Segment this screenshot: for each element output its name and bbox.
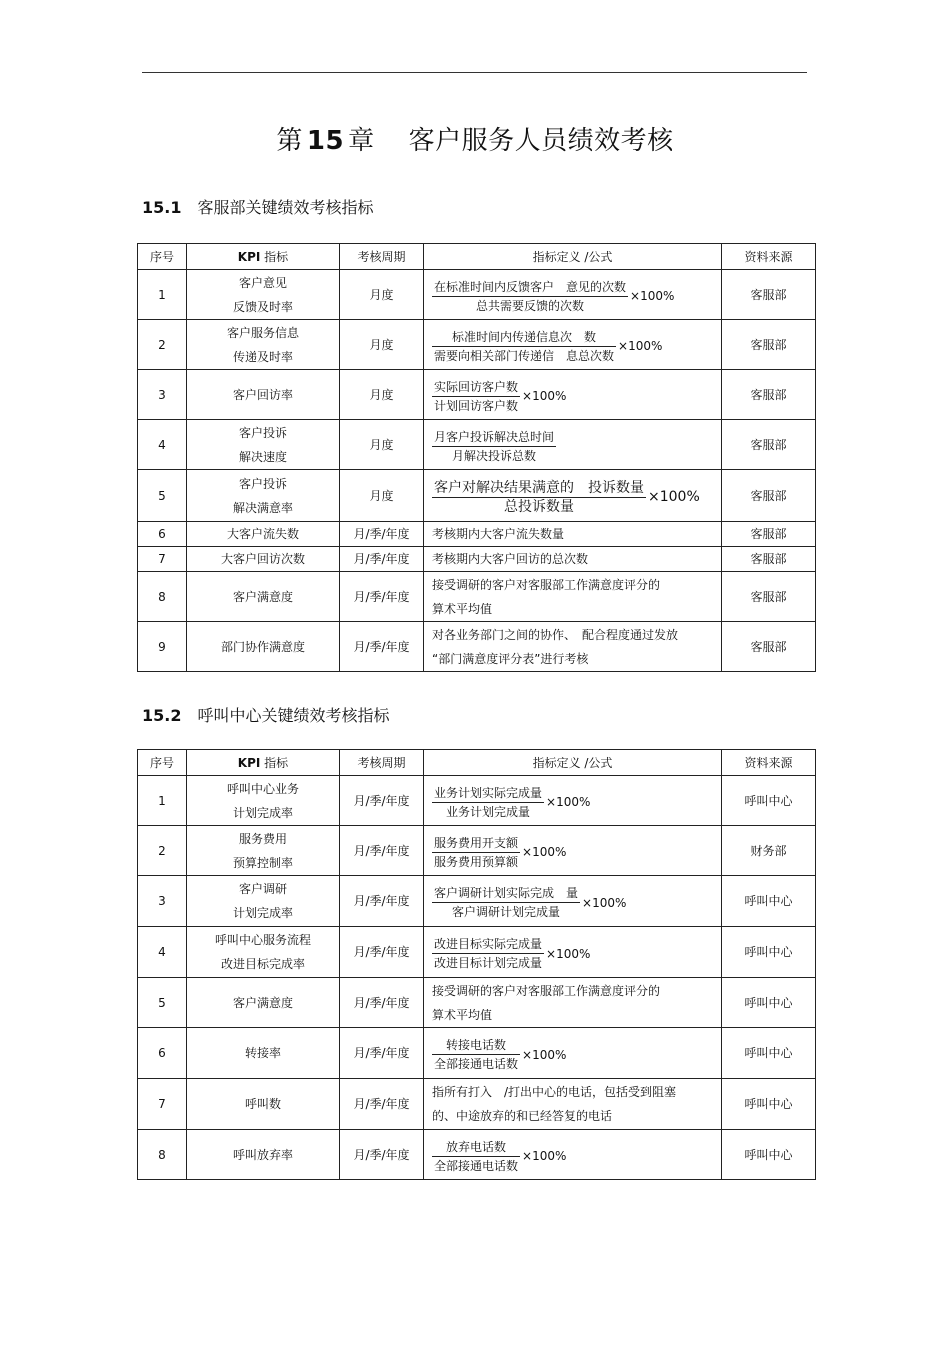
table-row xyxy=(138,776,816,826)
table-row xyxy=(138,978,816,1028)
data-source: 呼叫中心 xyxy=(722,978,816,1028)
formula-numerator: 实际回访客户数 xyxy=(434,379,519,394)
section-number: 15.2 xyxy=(142,706,182,725)
data-source: 客服部 xyxy=(722,572,816,622)
header-period: 考核周期 xyxy=(340,750,424,776)
row-index: 1 xyxy=(138,776,187,826)
kpi-name-line: 反馈及时率 xyxy=(232,299,293,314)
assessment-period: 月度 xyxy=(340,270,424,320)
assessment-period: 月/季/年度 xyxy=(340,1028,424,1079)
table-row xyxy=(138,1079,816,1130)
assessment-period: 月度 xyxy=(340,470,424,522)
row-index: 3 xyxy=(138,876,187,927)
data-source: 客服部 xyxy=(722,522,816,547)
row-index: 3 xyxy=(138,370,187,420)
table-row xyxy=(138,927,816,978)
formula xyxy=(432,278,674,315)
formula-numerator: 服务费用开支额 xyxy=(434,835,519,850)
kpi-name xyxy=(187,270,340,320)
kpi-name-line: 客户回访率 xyxy=(232,387,293,402)
kpi-definition: 考核期内大客户回访的总次数 xyxy=(424,547,722,572)
header-rule xyxy=(142,72,807,73)
section-1-title xyxy=(142,195,374,218)
table-row xyxy=(138,547,816,572)
definition-line: 接受调研的客户对客服部工作满意度评分的 xyxy=(432,577,661,592)
assessment-period: 月/季/年度 xyxy=(340,572,424,622)
formula xyxy=(432,1138,566,1175)
formula-multiplier: ×100% xyxy=(648,489,700,505)
table-header-row xyxy=(138,750,816,776)
definition-line: 算术平均值 xyxy=(432,1007,493,1022)
kpi-definition xyxy=(424,1028,722,1079)
kpi-name-line: 改进目标完成率 xyxy=(220,957,305,971)
kpi-name xyxy=(187,776,340,826)
table-row xyxy=(138,270,816,320)
section-2-title xyxy=(142,703,390,726)
definition-line: 的、中途放弃的和已经答复的电话 xyxy=(432,1109,613,1123)
row-index: 6 xyxy=(138,522,187,547)
formula-multiplier: ×100% xyxy=(582,895,627,910)
formula-numerator: 业务计划实际完成量 xyxy=(434,785,543,800)
formula-multiplier: ×100% xyxy=(522,845,567,859)
header-definition: 指标定义 /公式 xyxy=(424,244,722,270)
formula xyxy=(432,479,700,516)
data-source: 客服部 xyxy=(722,470,816,522)
kpi-definition xyxy=(424,622,722,672)
row-index: 2 xyxy=(138,826,187,876)
kpi-name xyxy=(187,470,340,522)
table-row xyxy=(138,572,816,622)
table-row xyxy=(138,420,816,470)
kpi-definition xyxy=(424,876,722,927)
definition-line: 指所有打入 /打出中心的电话，包括受到阻塞 xyxy=(432,1085,677,1099)
formula-numerator: 客户调研计划实际完成 量 xyxy=(434,886,579,900)
kpi-name-line: 解决满意率 xyxy=(232,500,293,515)
kpi-name-line: 服务费用 xyxy=(238,831,287,846)
table-row xyxy=(138,876,816,927)
assessment-period: 月度 xyxy=(340,370,424,420)
formula-multiplier: ×100% xyxy=(618,339,663,353)
formula-numerator: 改进目标实际完成量 xyxy=(434,937,543,951)
kpi-name: 转接率 xyxy=(187,1028,340,1079)
header-period: 考核周期 xyxy=(340,244,424,270)
row-index: 8 xyxy=(138,1130,187,1180)
formula-multiplier: ×100% xyxy=(546,946,591,961)
kpi-name xyxy=(187,320,340,370)
formula-numerator: 在标准时间内反馈客户 意见的次数 xyxy=(434,279,627,294)
formula-denominator: 总投诉数量 xyxy=(504,498,574,515)
kpi-name-line: 解决速度 xyxy=(238,449,287,464)
definition-line: 接受调研的客户对客服部工作满意度评分的 xyxy=(432,983,661,998)
data-source: 呼叫中心 xyxy=(722,1028,816,1079)
formula xyxy=(432,428,556,465)
header-kpi: KPI 指标 xyxy=(187,244,340,270)
data-source: 呼叫中心 xyxy=(722,927,816,978)
data-source: 呼叫中心 xyxy=(722,1130,816,1180)
kpi-name: 呼叫数 xyxy=(187,1079,340,1130)
kpi-name-line: 预算控制率 xyxy=(232,855,293,870)
kpi-definition xyxy=(424,370,722,420)
formula-denominator: 业务计划完成量 xyxy=(446,804,531,819)
formula xyxy=(432,1036,566,1073)
row-index: 4 xyxy=(138,420,187,470)
kpi-name xyxy=(187,420,340,470)
kpi-name xyxy=(187,876,340,927)
formula-multiplier: ×100% xyxy=(522,1149,567,1163)
formula xyxy=(432,884,626,921)
table-row xyxy=(138,1130,816,1180)
kpi-name-line: 传递及时率 xyxy=(232,349,293,364)
chapter-prefix: 第 xyxy=(276,126,303,156)
kpi-name-line: 客户意见 xyxy=(238,275,287,290)
assessment-period: 月/季/年度 xyxy=(340,876,424,927)
table-row xyxy=(138,320,816,370)
formula xyxy=(432,935,590,972)
formula xyxy=(432,784,590,821)
row-index: 8 xyxy=(138,572,187,622)
data-source: 客服部 xyxy=(722,622,816,672)
chapter-number: 15 xyxy=(306,126,345,156)
assessment-period: 月/季/年度 xyxy=(340,826,424,876)
header-index: 序号 xyxy=(138,244,187,270)
header-source: 资料来源 xyxy=(722,244,816,270)
formula-numerator: 月客户投诉解决总时间 xyxy=(434,429,555,444)
kpi-name: 大客户回访次数 xyxy=(187,547,340,572)
chapter-title xyxy=(0,120,950,157)
data-source: 客服部 xyxy=(722,547,816,572)
kpi-definition xyxy=(424,320,722,370)
row-index: 7 xyxy=(138,1079,187,1130)
data-source: 客服部 xyxy=(722,320,816,370)
formula-multiplier: ×100% xyxy=(522,389,567,403)
kpi-table-call-center xyxy=(137,749,816,1180)
kpi-name: 客户满意度 xyxy=(187,572,340,622)
assessment-period: 月/季/年度 xyxy=(340,978,424,1028)
kpi-name: 部门协作满意度 xyxy=(187,622,340,672)
formula-denominator: 需要向相关部门传递信 息总次数 xyxy=(434,348,615,363)
table-row xyxy=(138,826,816,876)
formula-numerator: 标准时间内传递信息次 数 xyxy=(452,329,597,344)
kpi-name-line: 客户投诉 xyxy=(238,476,287,491)
formula-denominator: 总共需要反馈的次数 xyxy=(476,298,585,313)
kpi-name-line: 计划完成率 xyxy=(232,805,293,820)
table-row xyxy=(138,1028,816,1079)
section-name: 客服部关键绩效考核指标 xyxy=(197,198,374,217)
formula-denominator: 服务费用预算额 xyxy=(434,854,519,869)
row-index: 9 xyxy=(138,622,187,672)
row-index: 4 xyxy=(138,927,187,978)
formula-numerator: 转接电话数 xyxy=(446,1038,507,1052)
assessment-period: 月/季/年度 xyxy=(340,927,424,978)
definition-line: 算术平均值 xyxy=(432,601,493,616)
formula-denominator: 改进目标计划完成量 xyxy=(434,956,543,970)
assessment-period: 月/季/年度 xyxy=(340,547,424,572)
formula-denominator: 客户调研计划完成量 xyxy=(452,905,561,919)
kpi-definition xyxy=(424,776,722,826)
formula-denominator: 月解决投诉总数 xyxy=(452,448,537,463)
header-kpi: KPI 指标 xyxy=(187,750,340,776)
header-definition: 指标定义 /公式 xyxy=(424,750,722,776)
definition-line: 对各业务部门之间的协作、 配合程度通过发放 xyxy=(432,627,679,642)
header-source: 资料来源 xyxy=(722,750,816,776)
kpi-name: 大客户流失数 xyxy=(187,522,340,547)
kpi-definition xyxy=(424,270,722,320)
kpi-definition xyxy=(424,470,722,522)
table-header-row xyxy=(138,244,816,270)
kpi-definition xyxy=(424,572,722,622)
kpi-name-line: 呼叫中心业务 xyxy=(226,781,299,796)
kpi-table-customer-service xyxy=(137,243,816,672)
kpi-name: 客户满意度 xyxy=(187,978,340,1028)
table-row xyxy=(138,622,816,672)
assessment-period: 月/季/年度 xyxy=(340,1130,424,1180)
section-name: 呼叫中心关键绩效考核指标 xyxy=(197,706,390,725)
data-source: 呼叫中心 xyxy=(722,1079,816,1130)
chapter-suffix: 章 xyxy=(348,126,375,156)
formula-multiplier: ×100% xyxy=(630,289,675,303)
kpi-definition xyxy=(424,927,722,978)
kpi-name-line: 客户调研 xyxy=(238,882,287,896)
kpi-definition xyxy=(424,1079,722,1130)
kpi-name: 呼叫放弃率 xyxy=(187,1130,340,1180)
formula-numerator: 放弃电话数 xyxy=(446,1139,507,1154)
kpi-definition xyxy=(424,826,722,876)
table-row xyxy=(138,370,816,420)
kpi-name-line: 呼叫中心服务流程 xyxy=(214,933,311,947)
formula-denominator: 计划回访客户数 xyxy=(434,398,519,413)
formula-denominator: 全部接通电话数 xyxy=(434,1158,519,1173)
kpi-name-line: 客户服务信息 xyxy=(226,325,299,340)
assessment-period: 月/季/年度 xyxy=(340,1079,424,1130)
data-source: 呼叫中心 xyxy=(722,776,816,826)
assessment-period: 月/季/年度 xyxy=(340,622,424,672)
formula-numerator: 客户对解决结果满意的 投诉数量 xyxy=(434,479,644,496)
data-source: 财务部 xyxy=(722,826,816,876)
row-index: 2 xyxy=(138,320,187,370)
kpi-definition xyxy=(424,1130,722,1180)
kpi-definition xyxy=(424,978,722,1028)
row-index: 5 xyxy=(138,470,187,522)
formula-multiplier: ×100% xyxy=(546,795,591,809)
table-row xyxy=(138,470,816,522)
kpi-name-line: 客户投诉 xyxy=(238,425,287,440)
row-index: 5 xyxy=(138,978,187,1028)
assessment-period: 月/季/年度 xyxy=(340,776,424,826)
formula-denominator: 全部接通电话数 xyxy=(434,1057,519,1071)
kpi-name xyxy=(187,370,340,420)
row-index: 6 xyxy=(138,1028,187,1079)
row-index: 7 xyxy=(138,547,187,572)
table-row xyxy=(138,522,816,547)
data-source: 呼叫中心 xyxy=(722,876,816,927)
row-index: 1 xyxy=(138,270,187,320)
chapter-name: 客户服务人员绩效考核 xyxy=(408,126,674,156)
formula xyxy=(432,378,566,415)
assessment-period: 月/季/年度 xyxy=(340,522,424,547)
kpi-definition xyxy=(424,420,722,470)
header-index: 序号 xyxy=(138,750,187,776)
formula xyxy=(432,834,566,871)
kpi-definition: 考核期内大客户流失数量 xyxy=(424,522,722,547)
data-source: 客服部 xyxy=(722,270,816,320)
data-source: 客服部 xyxy=(722,370,816,420)
formula xyxy=(432,328,662,365)
kpi-name xyxy=(187,927,340,978)
data-source: 客服部 xyxy=(722,420,816,470)
assessment-period: 月度 xyxy=(340,420,424,470)
definition-line: “部门满意度评分表”进行考核 xyxy=(432,651,589,666)
formula-multiplier: ×100% xyxy=(522,1047,567,1062)
kpi-name xyxy=(187,826,340,876)
kpi-name-line: 计划完成率 xyxy=(232,906,293,920)
assessment-period: 月度 xyxy=(340,320,424,370)
section-number: 15.1 xyxy=(142,198,182,217)
